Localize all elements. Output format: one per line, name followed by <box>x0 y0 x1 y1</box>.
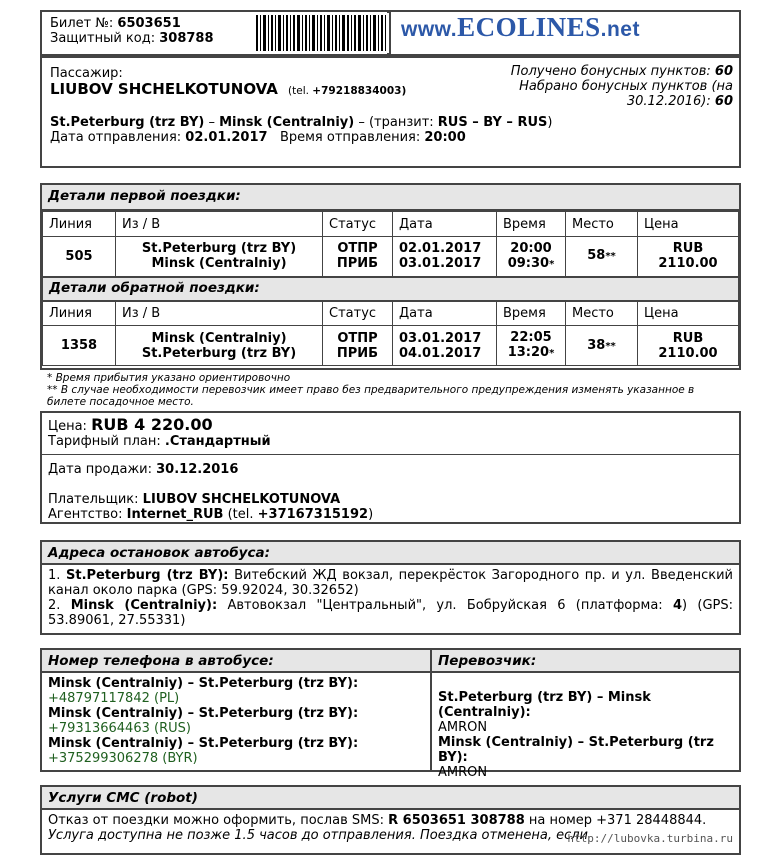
bus-phone: +48797117842 (PL) <box>48 691 180 706</box>
carrier-name: AMRON <box>438 720 488 735</box>
phones-title: Номер телефона в автобусе: <box>42 650 430 673</box>
bonus-info: Получено бонусных пунктов: 60 Набрано бонусных пунктов (на 30.12.2016): 60 <box>510 64 733 109</box>
return-title: Детали обратной поездки: <box>43 277 739 301</box>
trip-notes: * Время прибытия указано ориентировочно ** В случае необходимости перевозчик имеет право без предварительного предупреждения изменять указанное в билете посадочное место. <box>47 372 695 408</box>
payer: LIUBOV SHCHELKOTUNOVA <box>142 492 341 507</box>
table-row: 505 St.Peterburg (trz BY) Minsk (Centralniy) ОТПР ПРИБ 02.01.2017 03.01.2017 20:00 09:30* 58** RUB 2110.00 <box>43 237 739 277</box>
carrier-panel: Перевозчик: St.Peterburg (trz BY) – Minsk (Centralniy): AMRON Minsk (Centralniy) – St.Peterburg (trz BY): AMRON <box>430 648 741 772</box>
price-label: Цена: <box>48 419 87 434</box>
watermark: http://lubovka.turbina.ru <box>567 832 733 845</box>
ecolines-logo: www.ECOLINES.net <box>401 12 640 42</box>
sms-title: Услуги СМС (robot) <box>42 787 739 810</box>
passenger-label: Пассажир: <box>50 66 123 81</box>
address-list: 1. St.Peterburg (trz BY): Витебский ЖД вокзал, перекрёсток Загородного пр. и ул. Введенский канал около парка (GPS: 59.92024, 30.32652) 2. Minsk (Centralniy): Автовокзал "Центральный", ул. Бобруйская 6 (платформа: 4) (GPS: 53.89061, 27.55331) <box>48 568 733 628</box>
barcode <box>252 13 392 53</box>
passenger-name: LIUBOV SHCHELKOTUNOVA <box>50 80 278 98</box>
bus-phones-panel: Номер телефона в автобусе: Minsk (Centralniy) – St.Peterburg (trz BY): +48797117842 (PL) Minsk (Centralniy) – St.Peterburg (trz BY): +79313664463 (RUS) Minsk (Centralniy) – St.Peterburg (trz BY): +375299306278 (BYR) <box>40 648 432 772</box>
route-line: St.Peterburg (trz BY) – Minsk (Centralniy) – (транзит: RUS – BY – RUS) <box>50 115 553 130</box>
table-header-row: Линия Из / В Статус Дата Время Место Цена <box>43 301 739 326</box>
trip-details-panel <box>40 183 741 370</box>
sms-code: R 6503651 308788 <box>388 813 525 828</box>
ticket-number-label: Билет №: <box>50 16 114 31</box>
security-code: 308788 <box>159 31 214 46</box>
carrier-name: AMRON <box>438 765 488 780</box>
departure-line: Дата отправления: 02.01.2017 Время отправления: 20:00 <box>50 130 466 145</box>
barcode-icon <box>252 13 392 53</box>
table-header-row: Линия Из / В Статус Дата Время Место Цена <box>43 212 739 237</box>
bus-phone: +375299306278 (BYR) <box>48 751 198 766</box>
outbound-table <box>42 211 739 366</box>
tariff: .Стандартный <box>164 434 271 449</box>
total-price: RUB 4 220.00 <box>91 415 213 434</box>
carrier-title: Перевозчик: <box>432 650 739 673</box>
ticket-number: 6503651 <box>117 16 181 31</box>
payment-panel: Цена: RUB 4 220.00 Тарифный план: .Стандартный Дата продажи: 30.12.2016 Плательщик: LIUBOV SHCHELKOTUNOVA Агентство: Internet_RUB (tel. +37167315192) <box>40 411 741 524</box>
sale-date: 30.12.2016 <box>156 462 239 477</box>
bus-phone: +79313664463 (RUS) <box>48 721 191 736</box>
ecolines-logo-panel <box>389 10 741 56</box>
agency: Internet_RUB <box>126 507 224 522</box>
outbound-title: Детали первой поездки: <box>42 185 739 211</box>
passenger-phone: (tel. +79218834003) <box>288 85 407 97</box>
passenger-panel <box>40 56 741 168</box>
table-row: 1358 Minsk (Centralniy) St.Peterburg (trz BY) ОТПР ПРИБ 03.01.2017 04.01.2017 22:05 13:20* 38** RUB 2110.00 <box>43 326 739 366</box>
sms-panel: Услуги СМС (robot) Отказ от поездки можно оформить, послав SMS: R 6503651 308788 на номер +371 28448844. Услуга доступна не позже 1.5 часов до отправления. Поездка отменена, если http://lubovka.turbina.ru <box>40 785 741 855</box>
addresses-panel <box>40 540 741 635</box>
security-code-label: Защитный код: <box>50 31 156 46</box>
addresses-title: Адреса остановок автобуса: <box>42 542 739 565</box>
